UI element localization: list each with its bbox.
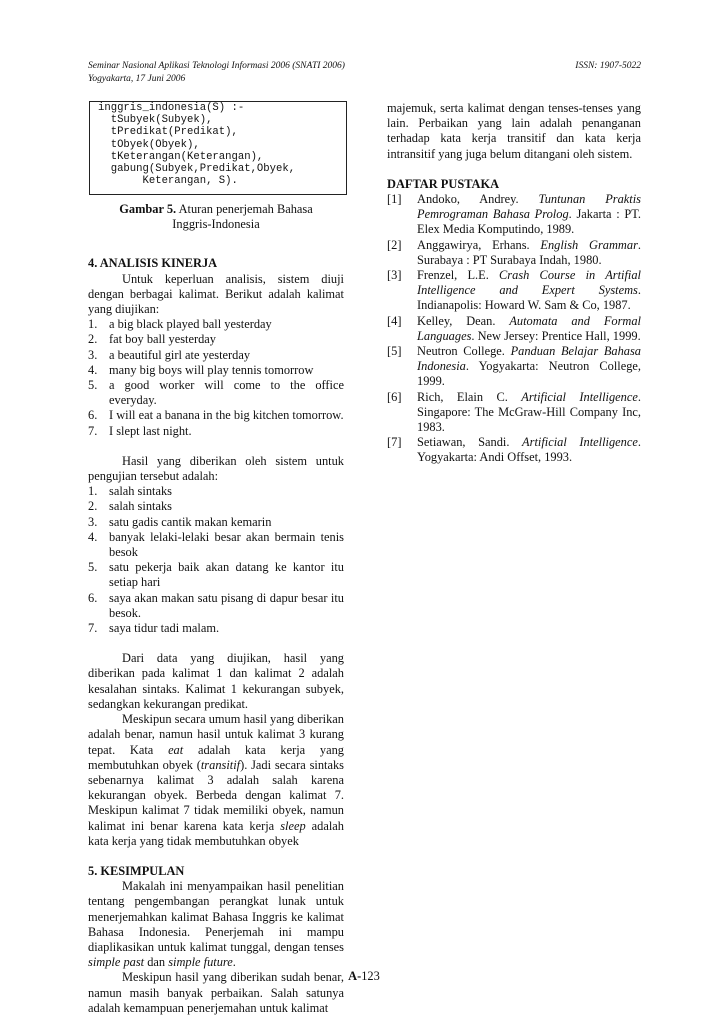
test-sentence	[88, 363, 344, 378]
reference-number: [2]	[387, 237, 402, 252]
reference-text: Setiawan, Sandi. Artificial Intelligence. Yogyakarta: Andi Offset, 1993.	[417, 435, 641, 465]
reference-item	[387, 344, 641, 390]
result-list	[88, 484, 344, 636]
item-text: saya akan makan satu pisang di dapur besar itu besok.	[109, 590, 344, 620]
reference-item	[387, 192, 641, 238]
right-column	[387, 101, 641, 466]
item-number: 7.	[88, 423, 98, 438]
page-number: A-123	[348, 969, 380, 983]
item-number: 6.	[88, 590, 98, 605]
item-text: I will eat a banana in the big kitchen tomorrow.	[109, 408, 344, 423]
reference-text: Anggawirya, Erhans. English Grammar. Surabaya : PT Surabaya Indah, 1980.	[417, 237, 642, 267]
analysis-paragraph-1: Dari data yang diujikan, hasil yang diberikan pada kalimat 1 dan kalimat 2 adalah kesalahan sintaks. Kalimat 1 kekurangan subyek, sedangkan kekurangan predikat.	[88, 651, 344, 711]
reference-number: [6]	[387, 389, 402, 404]
item-number: 2.	[88, 499, 98, 514]
reference-number: [5]	[387, 344, 402, 359]
item-number: 5.	[88, 560, 98, 575]
figure-caption	[100, 202, 332, 232]
reference-number: [7]	[387, 435, 402, 450]
item-number: 1.	[88, 317, 98, 332]
item-number: 3.	[88, 347, 98, 362]
conclusion-paragraph-1: Makalah ini menyampaikan hasil penelitian tentang pengembangan perangkat lunak untuk menerjemahkan kalimat Bahasa Inggris ke kalimat Bahasa Indonesia. Penerjemah ini mampu diaplikasikan untuk kalimat tunggal, dengan tenses simple past dan simple future.	[88, 879, 344, 970]
reference-text: Neutron College. Panduan Belajar Bahasa Indonesia. Yogyakarta: Neutron College, 1999.	[417, 344, 641, 389]
item-number: 4.	[88, 362, 98, 377]
result-item	[88, 484, 344, 499]
reference-number: [1]	[387, 192, 402, 207]
section5-heading: 5. KESIMPULAN	[88, 863, 185, 878]
item-number: 3.	[88, 514, 98, 529]
test-sentence	[88, 424, 344, 439]
item-text: a beautiful girl ate yesterday	[109, 347, 251, 362]
conclusion-continuation: majemuk, serta kalimat dengan tenses-tenses yang lain. Perbaikan yang lain adalah penanganan terhadap kata kerja transitif dan kata kerja intransitif yang juga belum ditangani oleh sistem.	[387, 101, 641, 161]
result-item	[88, 499, 344, 514]
section4-heading: 4. ANALISIS KINERJA	[88, 256, 218, 271]
item-text: satu gadis cantik makan kemarin	[109, 514, 272, 529]
item-text: I slept last night.	[109, 423, 192, 438]
item-text: fat boy ball yesterday	[109, 332, 217, 347]
place-date-header: Yogyakarta, 17 Juni 2006	[88, 74, 186, 84]
test-sentence	[88, 378, 344, 408]
figure-text: Aturan penerjemah Bahasa Inggris-Indonesia	[172, 202, 313, 232]
item-number: 4.	[88, 529, 98, 544]
item-text: many big boys will play tennis tomorrow	[109, 362, 314, 377]
item-text: banyak lelaki-lelaki besar akan bermain tenis besok	[109, 529, 344, 560]
test-sentence-list	[88, 317, 344, 439]
item-text: a big black played ball yesterday	[109, 317, 272, 332]
figure-label: Gambar 5.	[119, 202, 177, 216]
test-sentence	[88, 332, 344, 347]
reference-text: Kelley, Dean. Automata and Formal Languages. New Jersey: Prentice Hall, 1999.	[417, 313, 641, 343]
reference-list	[387, 192, 641, 466]
item-number: 1.	[88, 484, 98, 499]
result-item	[88, 591, 344, 621]
bibliography-heading: DAFTAR PUSTAKA	[387, 176, 500, 191]
test-sentence	[88, 408, 344, 423]
item-text: salah sintaks	[109, 499, 172, 514]
reference-text: Rich, Elain C. Artificial Intelligence. Singapore: The McGraw-Hill Company Inc, 1983.	[417, 389, 641, 435]
result-item	[88, 515, 344, 530]
reference-item	[387, 435, 641, 465]
test-sentence	[88, 317, 344, 332]
item-number: 2.	[88, 332, 98, 347]
left-column	[88, 101, 344, 1016]
item-number: 7.	[88, 621, 98, 636]
results-intro: Hasil yang diberikan oleh sistem untuk pengujian tersebut adalah:	[88, 453, 344, 484]
item-text: satu pekerja baik akan datang ke kantor itu setiap hari	[109, 560, 344, 590]
conclusion-paragraph-2: Meskipun hasil yang diberikan sudah benar, namun masih banyak perbaikan. Salah satunya adalah kemampuan penerjemahan untuk kalimat	[88, 970, 344, 1015]
reference-item	[387, 238, 641, 268]
reference-number: [3]	[387, 268, 402, 283]
item-number: 5.	[88, 378, 98, 393]
result-item	[88, 560, 344, 590]
result-item	[88, 530, 344, 560]
prolog-code-block: inggris_indonesia(S) :- tSubyek(Subyek), tPredikat(Predikat), tObyek(Obyek), tKeterangan(Keterangan), gabung(Subyek,Predikat,Obyek, Keterangan, S).	[89, 101, 347, 195]
reference-number: [4]	[387, 313, 402, 328]
item-text: salah sintaks	[109, 484, 172, 499]
item-text: a good worker will come to the office everyday.	[109, 378, 344, 408]
test-sentence	[88, 348, 344, 363]
reference-item	[387, 390, 641, 436]
issn-header: ISSN: 1907-5022	[575, 61, 641, 71]
conference-header: Seminar Nasional Aplikasi Teknologi Informasi 2006 (SNATI 2006)	[88, 61, 345, 71]
analysis-paragraph-2: Meskipun secara umum hasil yang diberikan adalah benar, namun hasil untuk kalimat 3 kurang tepat. Kata eat adalah kata kerja yang membutuhkan obyek (transitif). Jadi secara sintaks sebenarnya kalimat 3 adalah salah karena kekurangan obyek. Berbeda dengan kalimat 7. Meskipun kalimat 7 tidak memiliki obyek, namun kalimat ini benar karena kata kerja sleep adalah kata kerja yang tidak membutuhkan obyek	[88, 712, 344, 848]
reference-text: Frenzel, L.E. Crash Course in Artifial Intelligence and Expert Systems. Indianapolis: Howard W. Sam & Co, 1987.	[417, 268, 641, 313]
reference-item	[387, 314, 641, 344]
reference-text: Andoko, Andrey. Tuntunan Praktis Pemrograman Bahasa Prolog. Jakarta : PT. Elex Media Komputindo, 1989.	[417, 192, 642, 237]
reference-item	[387, 268, 641, 314]
item-number: 6.	[88, 408, 98, 423]
section4-intro: Untuk keperluan analisis, sistem diuji dengan berbagai kalimat. Berikut adalah kalimat yang diujikan:	[88, 271, 344, 317]
item-text: saya tidur tadi malam.	[109, 621, 220, 636]
result-item	[88, 621, 344, 636]
